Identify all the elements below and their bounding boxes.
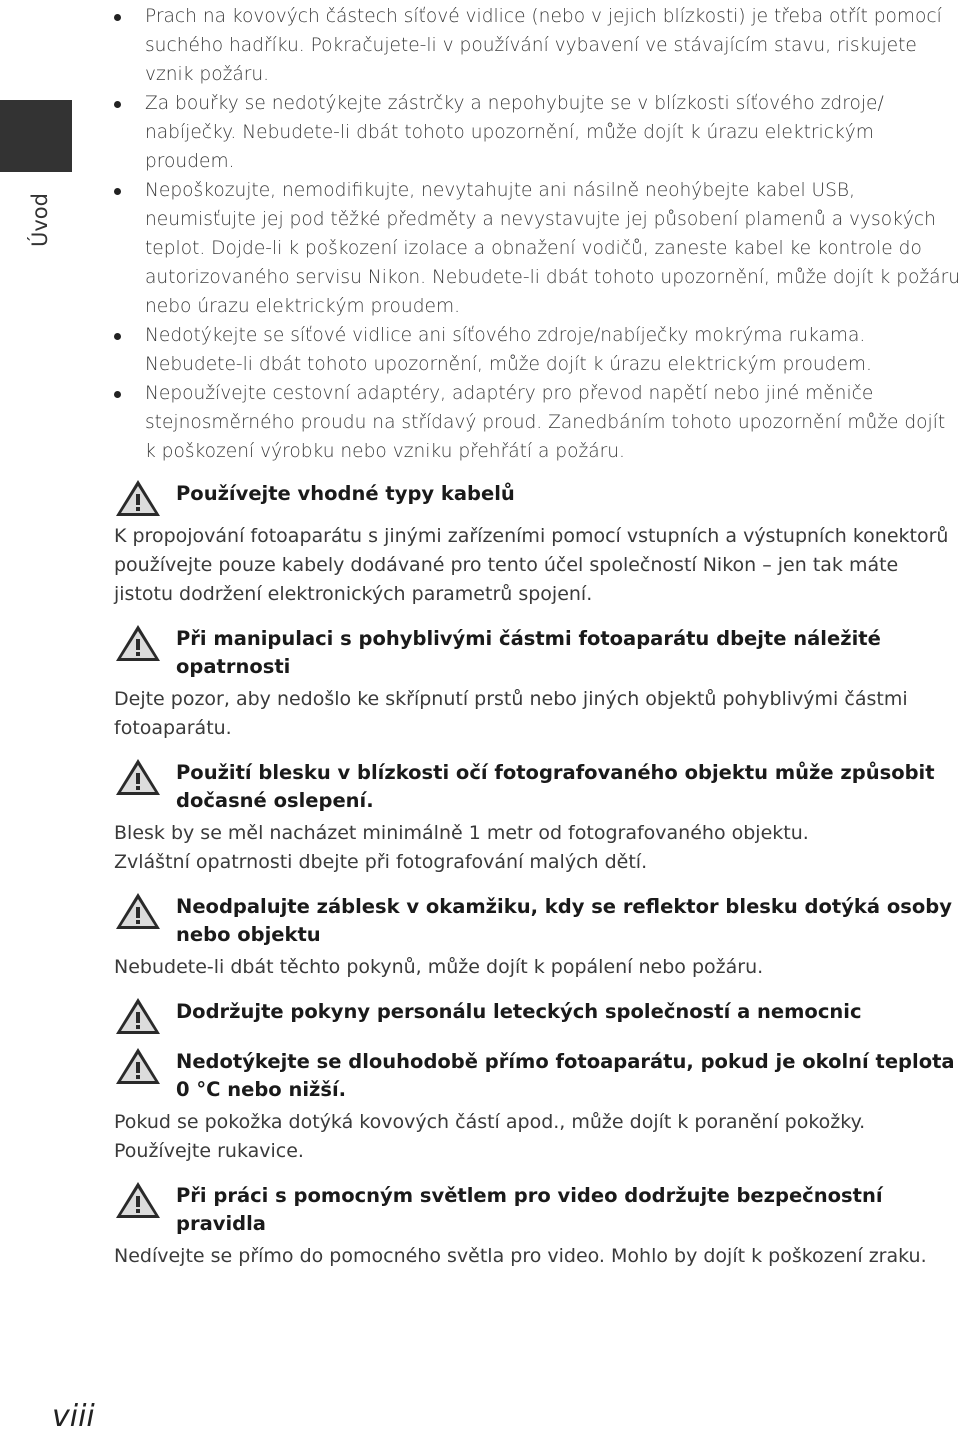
warning-triangle-icon (114, 996, 162, 1036)
warning-title: Při práci s pomocným světlem pro video dodržujte bezpečnostní pravidla (176, 1184, 883, 1235)
warning-text: Zvláštní opatrnosti dbejte při fotografování malých dětí. (114, 851, 648, 873)
warning-triangle-icon (114, 757, 162, 797)
warning-title: Používejte vhodné typy kabelů (176, 482, 515, 505)
warning-body (114, 819, 960, 877)
warning-title: Použití blesku v blízkosti očí fotografovaného objektu může způsobit dočasné oslepení. (176, 761, 935, 812)
bullet-item: Nepoškozujte, nemodifikujte, nevytahujte ani násilně neohýbejte kabel USB, neumisťujte jej pod těžké předměty a nevystavujte jej působení plamenů a vysokých teplot. Dojde-li k poškození izolace a obnažení vodičů, zaneste kabel ke kontrole do autorizovaného servisu Nikon. Nebudete-li dbát tohoto upozornění, může dojít k požáru nebo úrazu elektrickým proudem. (114, 176, 960, 321)
bullet-item: Nepoužívejte cestovní adaptéry, adaptéry pro převod napětí nebo jiné měniče stejnosměrného proudu na střídavý proud. Zanedbáním tohoto upozornění může dojít k poškození výrobku nebo vzniku přehřátí a požáru. (114, 379, 960, 466)
warning-title: Nedotýkejte se dlouhodobě přímo fotoaparátu, pokud je okolní teplota 0 °C nebo nižší. (176, 1050, 955, 1101)
warning-text: Blesk by se měl nacházet minimálně 1 metr od fotografovaného objektu. (114, 822, 809, 844)
warning-body (114, 1108, 960, 1166)
safety-bullet-list (114, 2, 960, 466)
page-number: viii (52, 1399, 95, 1434)
warning-body (114, 953, 960, 982)
warning-body (114, 522, 960, 609)
warning-triangle-icon (114, 891, 162, 931)
warning-text: K propojování fotoaparátu s jinými zařízeními pomocí vstupních a výstupních konektorů používejte pouze kabely dodávané pro tento účel společností Nikon – jen tak máte jistotu dodržení elektronických parametrů spojení. (114, 525, 949, 605)
warning-section-cables (114, 480, 960, 609)
warning-section-flash-contact (114, 893, 960, 982)
warning-body (114, 1242, 960, 1271)
warning-section-moving-parts (114, 625, 960, 743)
warning-section-cold (114, 1048, 960, 1166)
warning-title: Dodržujte pokyny personálu leteckých společností a nemocnic (176, 1000, 862, 1023)
warning-text: Pokud se pokožka dotýká kovových částí apod., může dojít k poranění pokožky. Používejte rukavice. (114, 1111, 866, 1162)
section-label: Úvod (28, 193, 52, 247)
warning-triangle-icon (114, 478, 162, 518)
warning-text: Dejte pozor, aby nedošlo ke skřípnutí prstů nebo jiných objektů pohyblivými částmi fotoaparátu. (114, 688, 908, 739)
warning-text: Nebudete-li dbát těchto pokynů, může dojít k popálení nebo požáru. (114, 956, 764, 978)
bullet-item: Nedotýkejte se síťové vidlice ani síťového zdroje/nabíječky mokrýma rukama. Nebudete-li dbát tohoto upozornění, může dojít k úrazu elektrickým proudem. (114, 321, 960, 379)
bullet-item: Za bouřky se nedotýkejte zástrčky a nepohybujte se v blízkosti síťového zdroje/ nabíječky. Nebudete-li dbát tohoto upozornění, může dojít k úrazu elektrickým proudem. (114, 89, 960, 176)
warning-text: Nedívejte se přímo do pomocného světla pro video. Mohlo by dojít k poškození zraku. (114, 1245, 927, 1267)
warning-title: Neodpalujte záblesk v okamžiku, kdy se reflektor blesku dotýká osoby nebo objektu (176, 895, 952, 946)
warning-triangle-icon (114, 1180, 162, 1220)
page-content (114, 2, 960, 1271)
bullet-item: Prach na kovových částech síťové vidlice (nebo v jejich blízkosti) je třeba otřít pomocí suchého hadříku. Pokračujete-li v používání vybavení ve stávajícím stavu, riskujete vznik požáru. (114, 2, 960, 89)
warning-title: Při manipulaci s pohyblivými částmi fotoaparátu dbejte náležité opatrnosti (176, 627, 881, 678)
warning-triangle-icon (114, 623, 162, 663)
warning-triangle-icon (114, 1046, 162, 1086)
warning-section-video-light (114, 1182, 960, 1271)
warning-section-airline (114, 998, 960, 1036)
warning-section-flash-eyes (114, 759, 960, 877)
warning-body (114, 685, 960, 743)
section-tab-marker (0, 100, 72, 172)
